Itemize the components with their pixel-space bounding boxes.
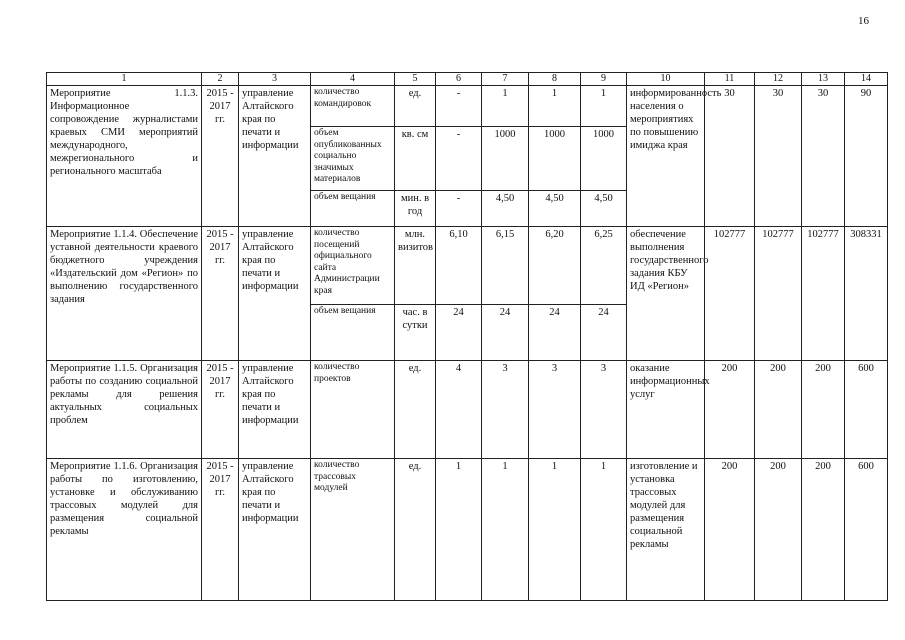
funding-2015: 102777 <box>704 226 755 361</box>
column-header: 3 <box>238 72 311 86</box>
indicator-name: объем опубликованных социально значимых материалов <box>310 126 395 191</box>
indicator-unit: ед. <box>394 85 436 127</box>
indicator-name: объем вещания <box>310 304 395 361</box>
indicator-unit: кв. см <box>394 126 436 191</box>
funding-2017: 30 <box>801 85 845 227</box>
indicator-base-value: 24 <box>435 304 482 361</box>
funding-2016: 30 <box>754 85 802 227</box>
event-name: Мероприятие 1.1.5. Организация работы по созданию социальной рекламы для решения актуальных социальных проблем <box>46 360 202 459</box>
column-header: 1 <box>46 72 202 86</box>
indicator-value-2017: 6,25 <box>580 226 627 305</box>
funding-2017: 200 <box>801 458 845 601</box>
indicator-value-2015: 4,50 <box>481 190 529 227</box>
funding-2015: 200 <box>704 458 755 601</box>
event-executor: управление Алтайского края по печати и информации <box>238 360 311 459</box>
column-header: 4 <box>310 72 395 86</box>
indicator-unit: ед. <box>394 360 436 459</box>
funding-2015: 200 <box>704 360 755 459</box>
indicator-value-2016: 1 <box>528 85 581 127</box>
page-number: 16 <box>858 15 869 27</box>
indicator-value-2017: 24 <box>580 304 627 361</box>
indicator-value-2017: 1000 <box>580 126 627 191</box>
column-header: 7 <box>481 72 529 86</box>
indicator-value-2016: 4,50 <box>528 190 581 227</box>
column-header: 11 <box>704 72 755 86</box>
indicator-value-2017: 1 <box>580 458 627 601</box>
indicator-value-2016: 1 <box>528 458 581 601</box>
indicator-base-value: - <box>435 85 482 127</box>
event-name: Мероприятие 1.1.6. Организация работы по изготовлению, установке и обслуживанию трассовых модулей для размещения социальной рекламы <box>46 458 202 601</box>
expected-result: изготовление и установка трассовых модулей для размещения социальной рекламы <box>626 458 705 601</box>
indicator-base-value: 1 <box>435 458 482 601</box>
indicator-name: количество командировок <box>310 85 395 127</box>
funding-2016: 102777 <box>754 226 802 361</box>
funding-2016: 200 <box>754 360 802 459</box>
funding-total: 90 <box>844 85 888 227</box>
funding-2016: 200 <box>754 458 802 601</box>
indicator-value-2017: 4,50 <box>580 190 627 227</box>
column-header: 14 <box>844 72 888 86</box>
column-header: 6 <box>435 72 482 86</box>
indicator-value-2017: 1 <box>580 85 627 127</box>
indicator-name: количество проектов <box>310 360 395 459</box>
event-name: Мероприятие 1.1.3. Информационное сопровождение журналистами краевых СМИ мероприятий международного, межрегионального и регионального масштаба <box>46 85 202 227</box>
funding-2017: 200 <box>801 360 845 459</box>
indicator-value-2016: 6,20 <box>528 226 581 305</box>
indicator-base-value: - <box>435 126 482 191</box>
indicator-value-2017: 3 <box>580 360 627 459</box>
indicator-value-2016: 24 <box>528 304 581 361</box>
column-header: 13 <box>801 72 845 86</box>
event-executor: управление Алтайского края по печати и информации <box>238 226 311 361</box>
indicator-base-value: 4 <box>435 360 482 459</box>
indicator-value-2015: 1 <box>481 85 529 127</box>
event-period: 2015 - 2017 гг. <box>201 85 239 227</box>
indicator-value-2015: 24 <box>481 304 529 361</box>
indicator-unit: млн. визитов <box>394 226 436 305</box>
indicator-value-2015: 6,15 <box>481 226 529 305</box>
indicator-unit: час. в сутки <box>394 304 436 361</box>
column-header: 12 <box>754 72 802 86</box>
funding-total: 600 <box>844 458 888 601</box>
event-period: 2015 - 2017 гг. <box>201 226 239 361</box>
indicator-name: объем вещания <box>310 190 395 227</box>
indicator-value-2016: 1000 <box>528 126 581 191</box>
indicator-base-value: - <box>435 190 482 227</box>
indicator-unit: мин. в год <box>394 190 436 227</box>
expected-result: оказание информационных услуг <box>626 360 705 459</box>
funding-2015: 30 <box>704 85 755 227</box>
expected-result: информированность населения о мероприятиях по повышению имиджа края <box>626 85 705 227</box>
indicator-name: количество трассовых модулей <box>310 458 395 601</box>
column-header: 2 <box>201 72 239 86</box>
event-period: 2015 - 2017 гг. <box>201 458 239 601</box>
column-header: 5 <box>394 72 436 86</box>
indicator-base-value: 6,10 <box>435 226 482 305</box>
indicator-value-2015: 3 <box>481 360 529 459</box>
indicator-value-2016: 3 <box>528 360 581 459</box>
column-header: 9 <box>580 72 627 86</box>
indicator-value-2015: 1 <box>481 458 529 601</box>
event-name: Мероприятие 1.1.4. Обеспечение уставной деятельности краевого бюджетного учреждения «Издательский дом «Регион» по выполнению государственного задания <box>46 226 202 361</box>
column-header: 8 <box>528 72 581 86</box>
expected-result: обеспечение выполнения государственного задания КБУ ИД «Регион» <box>626 226 705 361</box>
event-executor: управление Алтайского края по печати и информации <box>238 85 311 227</box>
event-period: 2015 - 2017 гг. <box>201 360 239 459</box>
funding-total: 600 <box>844 360 888 459</box>
funding-total: 308331 <box>844 226 888 361</box>
funding-2017: 102777 <box>801 226 845 361</box>
event-executor: управление Алтайского края по печати и информации <box>238 458 311 601</box>
column-header: 10 <box>626 72 705 86</box>
indicator-name: количество посещений официального сайта Администрации края <box>310 226 395 305</box>
indicator-value-2015: 1000 <box>481 126 529 191</box>
indicator-unit: ед. <box>394 458 436 601</box>
